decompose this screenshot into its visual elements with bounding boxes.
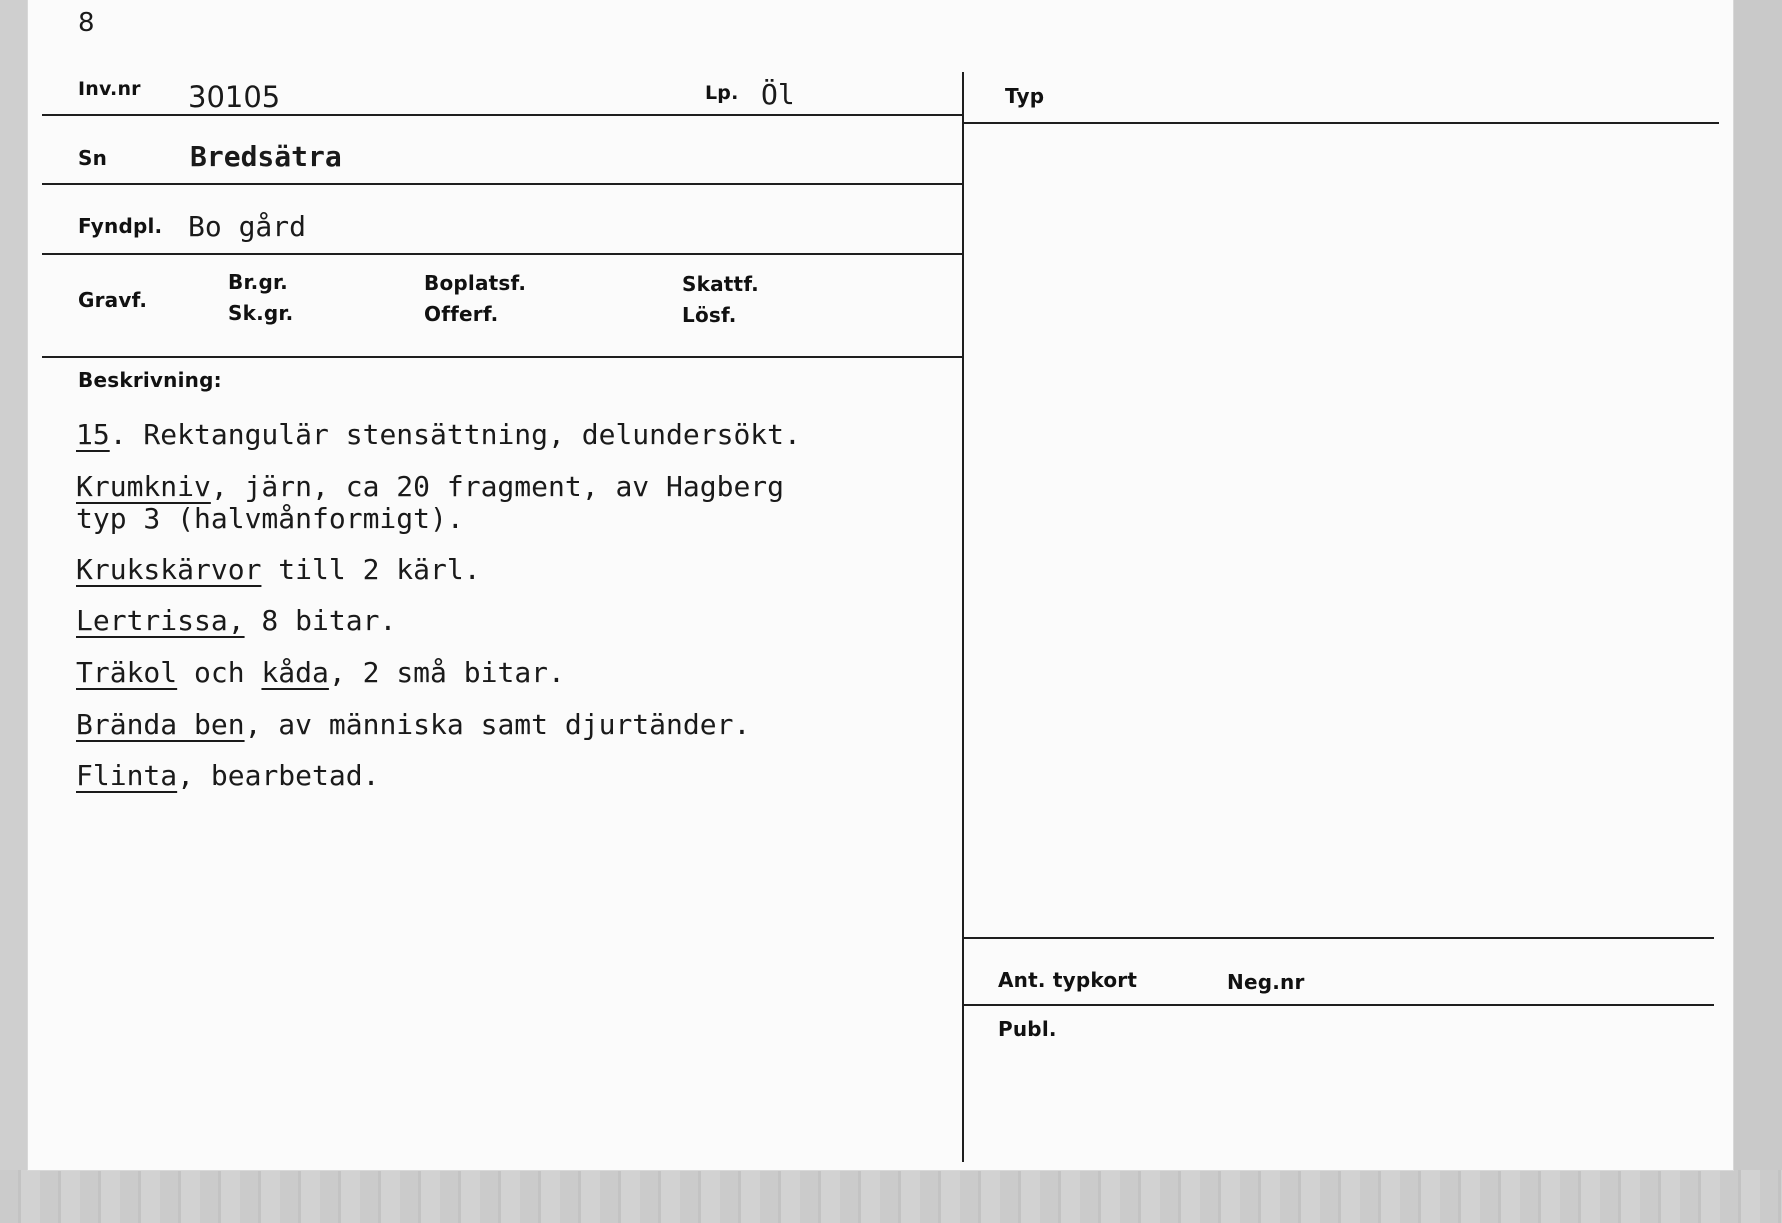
inv-nr-value: 30105 [188,80,281,114]
row-line-ant [964,1004,1714,1006]
row-line-sn [42,183,962,185]
card-number: 8 [78,8,95,38]
lp-value: Öl [761,78,795,111]
inv-nr-label: Inv.nr [78,78,141,100]
description-line: typ 3 (halvmånformigt). [76,502,464,535]
description-line: 15. Rektangulär stensättning, delundersökt. [76,418,801,451]
description-line: Träkol och kåda, 2 små bitar. [76,656,565,689]
br-gr-option: Br.gr. [228,270,288,294]
column-divider [962,72,964,1162]
row-line-fyndpl [42,253,962,255]
boplatsf-option: Boplatsf. [424,271,527,295]
beskrivning-label: Beskrivning: [78,368,222,392]
fyndpl-value: Bo gård [188,210,307,243]
ant-typkort-label: Ant. typkort [998,968,1138,992]
neg-nr-label: Neg.nr [1227,970,1305,994]
description-line: Krumkniv, järn, ca 20 fragment, av Hagberg [76,470,785,503]
sk-gr-option: Sk.gr. [228,301,294,325]
publ-label: Publ. [998,1017,1057,1041]
description-line: Brända ben, av människa samt djurtänder. [76,708,751,741]
catalog-card [28,0,1733,1170]
row-line-gravf [42,356,962,358]
scan-margin-right [1733,0,1782,1223]
lp-label: Lp. [705,82,739,104]
losf-option: Lösf. [682,303,737,327]
description-line: Krukskärvor till 2 kärl. [76,553,481,586]
row-line-typ-bottom [964,937,1714,939]
description-line: Flinta, bearbetad. [76,759,380,792]
row-line-inv [42,114,962,116]
fyndpl-label: Fyndpl. [78,214,163,238]
sn-label: Sn [78,146,108,170]
scan-margin-bottom [0,1170,1782,1223]
skattf-option: Skattf. [682,272,759,296]
offerf-option: Offerf. [424,302,499,326]
gravf-label: Gravf. [78,288,148,312]
sn-value: Bredsätra [190,140,342,173]
description-line: Lertrissa, 8 bitar. [76,604,397,637]
typ-label: Typ [1005,84,1045,108]
row-line-typ [964,122,1719,124]
